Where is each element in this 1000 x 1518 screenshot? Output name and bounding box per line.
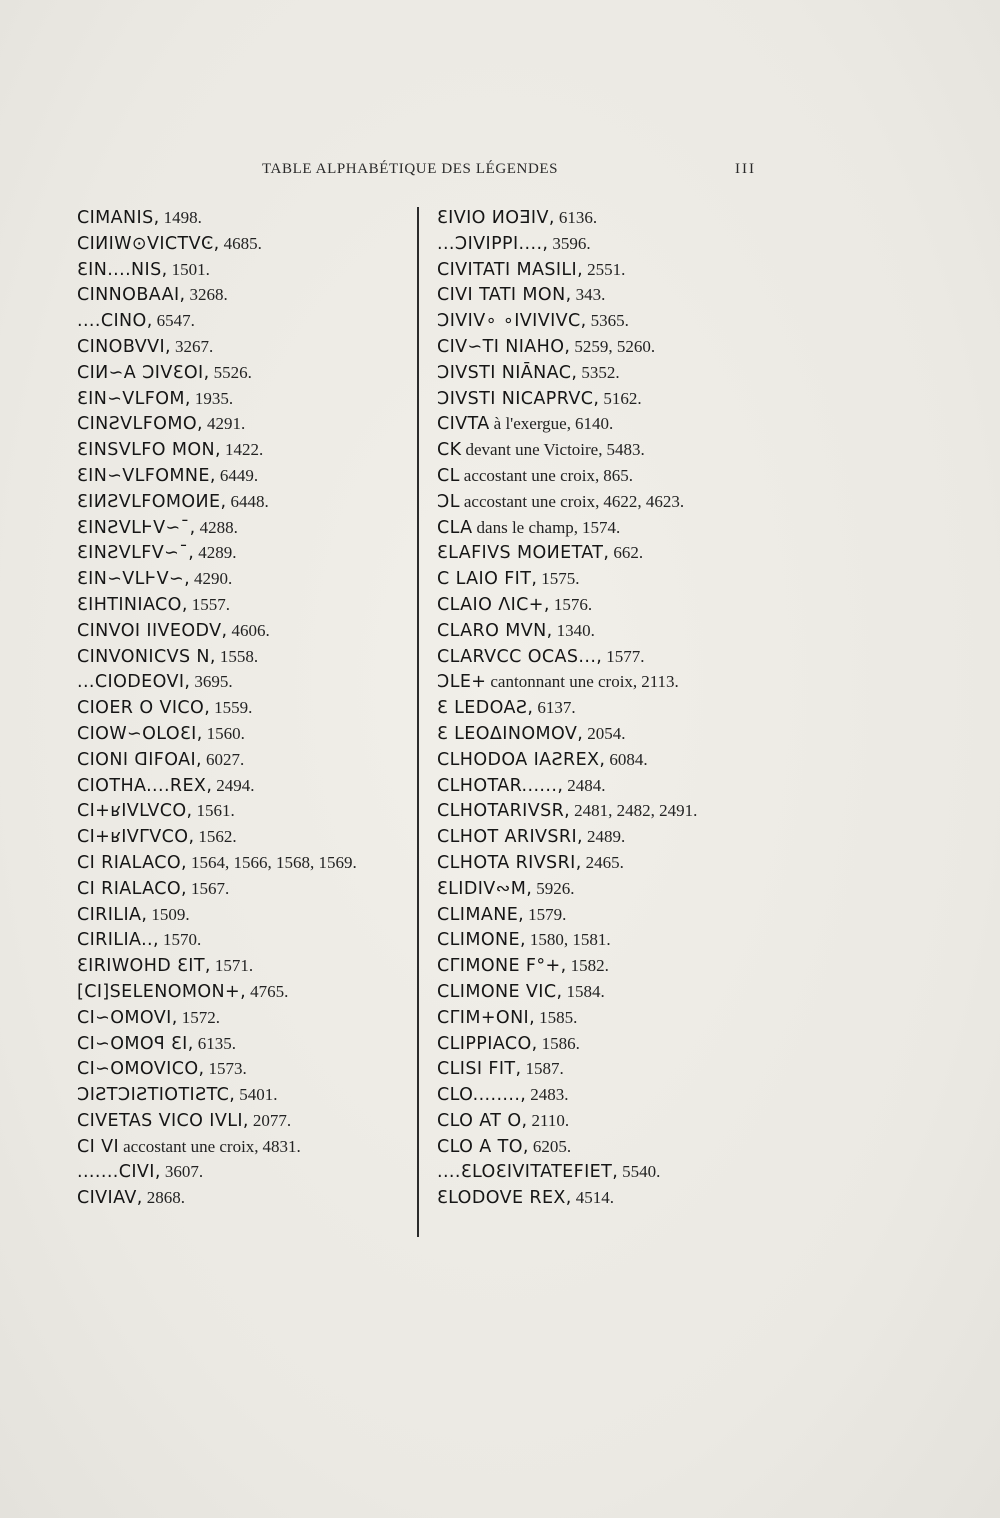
index-entry [77, 411, 417, 437]
legend-text: CIONI ᗡIFOAI, [77, 749, 202, 770]
legend-text: ƐLODOVE REX, [437, 1188, 572, 1209]
index-entry [437, 566, 767, 592]
coin-numbers: 4288. [199, 517, 238, 537]
index-entry [77, 282, 417, 308]
legend-text: CLA [437, 517, 473, 538]
legend-text: CINOBVVI, [77, 336, 171, 357]
coin-numbers: 1586. [541, 1033, 580, 1053]
legend-text: ƐIN∽VLFOMNE, [77, 465, 216, 486]
legend-text: ƐIHTINIACO, [77, 594, 188, 615]
legend-text: ƐIVIO ИOƎIV, [437, 208, 555, 228]
legend-text: CLHOTARIVSR, [437, 801, 571, 822]
index-entry [437, 489, 767, 515]
index-entry [437, 282, 767, 308]
legend-text: CLIMANE, [437, 904, 525, 925]
index-entry [437, 437, 767, 463]
index-entry [77, 644, 417, 670]
coin-numbers: 5926. [536, 878, 575, 898]
coin-numbers: 1564, 1566, 1568, 1569. [191, 852, 357, 872]
index-entry [77, 1185, 417, 1211]
coin-numbers: 2494. [216, 775, 255, 795]
index-entry [77, 515, 417, 541]
coin-numbers: 5540. [622, 1162, 661, 1182]
legend-text: CK [437, 440, 462, 461]
index-entry [437, 669, 767, 695]
coin-numbers: 1572. [181, 1007, 220, 1027]
legend-text: ƐINƧVLFV∽¯, [77, 543, 195, 564]
left-column [77, 205, 417, 1211]
coin-numbers: 6027. [205, 749, 245, 769]
legend-text: [CI]SELENOMON+, [77, 981, 247, 1002]
index-entry [77, 1108, 417, 1134]
index-entry [437, 360, 767, 386]
coin-numbers: 1558. [219, 646, 259, 666]
legend-text: ƆIƧTƆIƧTIOTIƧTC, [77, 1085, 236, 1106]
running-head: TABLE ALPHABÉTIQUE DES LÉGENDES [262, 161, 559, 177]
legend-text: ƐINSVLFO MON, [77, 440, 221, 461]
legend-text: CIИ∽A ƆIVƐOI, [77, 362, 210, 383]
coin-numbers: 4514. [575, 1188, 615, 1208]
legend-text: CLHOTAR......, [437, 775, 564, 796]
index-entry [437, 1082, 767, 1108]
index-entry [77, 308, 417, 334]
legend-text: ƐIN....NIS, [77, 259, 168, 280]
legend-text: CIOER O VICO, [77, 698, 211, 719]
index-entry [437, 1159, 767, 1185]
coin-numbers: 1422. [224, 440, 264, 460]
legend-text: CIVIAV, [77, 1188, 143, 1209]
coin-numbers: 6448. [230, 491, 269, 511]
coin-numbers: 1577. [606, 646, 645, 666]
index-entry [437, 1056, 767, 1082]
index-entry [437, 798, 767, 824]
index-entry [77, 721, 417, 747]
coin-numbers: 1579. [528, 904, 567, 924]
index-entry [77, 360, 417, 386]
legend-text: ...CIODEOVI, [77, 672, 191, 693]
legend-text: CIVETAS VICO IVLI, [77, 1110, 249, 1131]
legend-text: CI RIALACO, [77, 852, 188, 873]
legend-text: CLISI FIT, [437, 1059, 522, 1080]
index-entry [437, 927, 767, 953]
coin-numbers: 3268. [189, 285, 228, 305]
legend-text: CI+ʁIVΓVCO, [77, 827, 195, 848]
index-entry [77, 747, 417, 773]
legend-note: dans le champ, [476, 517, 579, 537]
coin-numbers: 2489. [587, 827, 626, 847]
index-entry [77, 953, 417, 979]
index-entry [437, 1134, 767, 1160]
legend-text: ƐIИƧVLFOMOИE, [77, 491, 227, 512]
legend-text: ƐLAFIVS MOИETAT, [437, 543, 610, 564]
legend-text: CIVITATI MASILI, [437, 259, 584, 280]
coin-numbers: 1935. [194, 388, 234, 408]
index-entry [77, 592, 417, 618]
index-entry [77, 824, 417, 850]
index-entry [437, 231, 767, 257]
coin-numbers: 1587. [525, 1059, 564, 1079]
legend-text: CINNOBAAI, [77, 285, 186, 306]
index-entry [77, 566, 417, 592]
coin-numbers: 2110. [531, 1110, 570, 1130]
legend-text: CIMANIS, [77, 208, 160, 228]
legend-text: CI∽OMOꟼ ƐI, [77, 1033, 194, 1054]
right-column [437, 205, 767, 1211]
coin-numbers: 2481, 2482, 2491. [574, 801, 698, 821]
legend-text: CL [437, 465, 460, 486]
coin-numbers: 6449. [219, 465, 259, 485]
coin-numbers: 662. [613, 543, 644, 563]
index-entry [437, 850, 767, 876]
coin-numbers: 3695. [194, 672, 233, 692]
coin-numbers: 865. [603, 465, 633, 485]
index-entry [77, 334, 417, 360]
index-entry [77, 205, 417, 231]
index-entry [77, 540, 417, 566]
legend-text: CIИIW⊙VICTVϾ, [77, 233, 220, 254]
index-entry [77, 902, 417, 928]
coin-numbers: 1561. [196, 801, 235, 821]
legend-text: .......CIVI, [77, 1162, 161, 1183]
coin-numbers: 4290. [194, 569, 233, 589]
coin-numbers: 1340. [556, 620, 595, 640]
index-entry [437, 979, 767, 1005]
coin-numbers: 4289. [198, 543, 237, 563]
index-entry [77, 695, 417, 721]
legend-text: CINVOI IIVEODV, [77, 620, 228, 641]
coin-numbers: 4291. [206, 414, 246, 434]
legend-text: CLIMONE VIC, [437, 981, 563, 1002]
coin-numbers: 1582. [570, 956, 609, 976]
coin-numbers: 4622, 4623. [603, 491, 685, 511]
legend-note: cantonnant une croix, [490, 672, 638, 692]
index-entry [77, 1082, 417, 1108]
coin-numbers: 1574. [582, 517, 621, 537]
index-entry [437, 205, 767, 231]
coin-numbers: 6136. [558, 208, 598, 227]
index-entry [77, 773, 417, 799]
legend-text: ƐIN∽VLFOM, [77, 388, 191, 409]
legend-text: CLO........, [437, 1085, 527, 1106]
index-entry [77, 618, 417, 644]
index-entry [77, 386, 417, 412]
coin-numbers: 6135. [197, 1033, 236, 1053]
legend-text: ƐINƧVLⱵV∽¯, [77, 517, 196, 538]
legend-text: CLHODOA IAƧREX, [437, 749, 606, 770]
legend-text: CLAIO ΛIC+, [437, 594, 550, 615]
index-entry [437, 334, 767, 360]
index-entry [437, 747, 767, 773]
coin-numbers: 1571. [214, 956, 254, 976]
legend-text: ....ƐLOƐIVITATEFIET, [437, 1162, 619, 1183]
index-entry [437, 515, 767, 541]
legend-text: CLHOTA RIVSRI, [437, 852, 582, 873]
legend-text: CIRILIA, [77, 904, 148, 925]
coin-numbers: 1576. [553, 594, 593, 614]
coin-numbers: 3607. [164, 1162, 204, 1182]
coin-numbers: 6547. [156, 311, 195, 331]
index-entry [437, 644, 767, 670]
index-entry [437, 1185, 767, 1211]
index-entry [437, 695, 767, 721]
legend-text: CLARO MVN, [437, 620, 553, 641]
legend-text: CLO AT O, [437, 1110, 528, 1131]
coin-numbers: 6137. [537, 698, 576, 718]
coin-numbers: 4765. [250, 981, 289, 1001]
page-number: III [735, 161, 756, 177]
legend-text: CLARVCC OCAS..., [437, 646, 603, 667]
legend-text: CΓIM+ONI, [437, 1007, 536, 1028]
index-entry [77, 798, 417, 824]
index-entry [437, 953, 767, 979]
coin-numbers: 1570. [162, 930, 202, 950]
index-entry [77, 489, 417, 515]
coin-numbers: 1559. [214, 698, 253, 718]
coin-numbers: 2483. [530, 1085, 569, 1105]
legend-text: ƐIRIWOHD ƐIT, [77, 956, 211, 977]
coin-numbers: 6084. [609, 749, 648, 769]
index-entry [77, 669, 417, 695]
index-entry [77, 979, 417, 1005]
coin-numbers: 3596. [552, 233, 591, 253]
coin-numbers: 2077. [252, 1110, 292, 1130]
coin-numbers: 5365. [590, 311, 629, 331]
coin-numbers: 1580, 1581. [529, 930, 611, 950]
legend-text: Ɛ LEOΔINOMOV, [437, 723, 584, 744]
index-entry [437, 463, 767, 489]
legend-text: ....CINO, [77, 311, 153, 332]
index-entry [437, 1108, 767, 1134]
legend-text: ƐLIDIV∾M, [437, 878, 533, 899]
index-entry [77, 463, 417, 489]
legend-text: CIOTHA....REX, [77, 775, 213, 796]
legend-text: CLHOT ARIVSRI, [437, 827, 584, 848]
coin-numbers: 1562. [198, 827, 237, 847]
coin-numbers: 5526. [213, 362, 252, 382]
index-entry [77, 1005, 417, 1031]
legend-text: ƆIVSTI NIĀNAC, [437, 362, 578, 383]
coin-numbers: 5259, 5260. [574, 336, 656, 356]
legend-text: ƆIVSTI NICAPRVC, [437, 388, 600, 409]
coin-numbers: 1584. [566, 981, 605, 1001]
index-entry [437, 824, 767, 850]
coin-numbers: 1557. [191, 594, 231, 614]
legend-text: CLO A TO, [437, 1136, 529, 1157]
coin-numbers: 5401. [239, 1085, 278, 1105]
coin-numbers: 5483. [606, 440, 645, 460]
index-entry [437, 386, 767, 412]
coin-numbers: 1509. [151, 904, 190, 924]
legend-text: ƐIN∽VLⱵV∽, [77, 569, 191, 590]
coin-numbers: 2551. [587, 259, 626, 279]
legend-text: CI+ʁIVLVCO, [77, 801, 193, 822]
coin-numbers: 6205. [532, 1136, 572, 1156]
legend-text: CI∽OMOVICO, [77, 1059, 205, 1080]
index-entry [437, 876, 767, 902]
legend-note: accostant une croix, [123, 1136, 259, 1156]
legend-text: CΓIMONE F°+, [437, 956, 567, 977]
legend-note: devant une Victoire, [465, 440, 603, 460]
legend-text: CI VI [77, 1136, 120, 1157]
legend-text: CINVONICVS N, [77, 646, 216, 667]
legend-text: CI RIALACO, [77, 878, 188, 899]
legend-text: CIV∽TI NIAHO, [437, 336, 571, 357]
coin-numbers: 5352. [581, 362, 620, 382]
coin-numbers: 2113. [641, 672, 679, 692]
index-entry [77, 257, 417, 283]
coin-numbers: 4606. [231, 620, 270, 640]
legend-text: ...ƆIVIPPI...., [437, 233, 549, 254]
coin-numbers: 2868. [146, 1188, 185, 1208]
legend-text: CLIPPIACO, [437, 1033, 538, 1054]
index-entry [77, 1031, 417, 1057]
legend-text: CIOW∽OLOƐI, [77, 723, 203, 744]
coin-numbers: 1575. [541, 569, 580, 589]
coin-numbers: 1567. [191, 878, 230, 898]
coin-numbers: 2484. [567, 775, 606, 795]
legend-text: C LAIO FIT, [437, 569, 538, 590]
index-entry [437, 618, 767, 644]
index-entry [437, 592, 767, 618]
index-entry [437, 411, 767, 437]
legend-text: Ɛ LEDOAƧ, [437, 698, 534, 719]
index-entry [437, 773, 767, 799]
legend-text: CIVTA [437, 414, 490, 435]
coin-numbers: 6140. [574, 414, 614, 434]
index-entry [77, 231, 417, 257]
index-entry [77, 1159, 417, 1185]
coin-numbers: 4831. [262, 1136, 301, 1156]
coin-numbers: 343. [575, 285, 606, 305]
index-entry [437, 721, 767, 747]
legend-text: CIRILIA.., [77, 930, 159, 951]
index-entry [437, 1005, 767, 1031]
legend-text: CINƧVLFOMO, [77, 414, 203, 435]
coin-numbers: 1585. [539, 1007, 578, 1027]
legend-text: ƆIVIV∘ ∘IVIVIVC, [437, 311, 587, 332]
legend-text: CIVI TATI MON, [437, 285, 572, 306]
coin-numbers: 1560. [206, 723, 245, 743]
coin-numbers: 5162. [603, 388, 642, 408]
index-entry [437, 257, 767, 283]
coin-numbers: 3267. [174, 336, 214, 356]
index-entry [77, 1056, 417, 1082]
legend-text: CLIMONE, [437, 930, 526, 951]
legend-text: CI∽OMOVI, [77, 1007, 178, 1028]
legend-note: à l'exergue, [493, 414, 571, 434]
coin-numbers: 4685. [223, 233, 262, 253]
index-entry [437, 902, 767, 928]
index-entry [77, 927, 417, 953]
coin-numbers: 1573. [208, 1059, 247, 1079]
coin-numbers: 1498. [163, 208, 202, 227]
legend-note: accostant une croix, [463, 491, 600, 511]
legend-text: ƆLE+ [437, 672, 487, 693]
coin-numbers: 1501. [171, 259, 210, 279]
coin-numbers: 2054. [587, 723, 626, 743]
legend-text: ƆL [437, 491, 460, 512]
index-entry [77, 876, 417, 902]
column-divider [417, 207, 419, 1237]
coin-numbers: 2465. [585, 852, 624, 872]
index-entry [437, 540, 767, 566]
index-entry [437, 308, 767, 334]
index-entry [437, 1031, 767, 1057]
index-entry [77, 437, 417, 463]
index-entry [77, 1134, 417, 1160]
index-entry [77, 850, 417, 876]
legend-note: accostant une croix, [463, 465, 600, 485]
